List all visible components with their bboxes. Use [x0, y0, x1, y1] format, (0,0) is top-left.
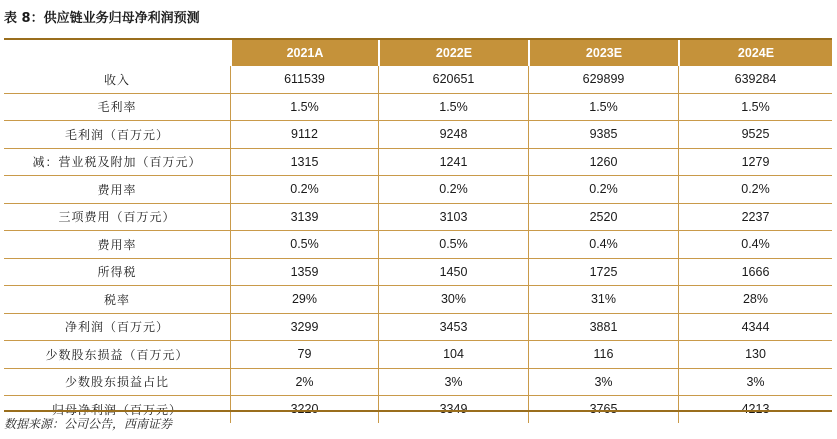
- column-header-2024e: 2024E: [678, 40, 832, 66]
- table-row: [4, 204, 832, 232]
- column-header-2022e: 2022E: [378, 40, 528, 66]
- column-header-2021a: 2021A: [230, 40, 378, 66]
- table-cell: 0.4%: [528, 231, 678, 259]
- table-cell: 1359: [230, 259, 378, 287]
- table-cell: 2%: [230, 369, 378, 397]
- table-cell: 0.4%: [678, 231, 832, 259]
- table-cell: 104: [378, 341, 528, 369]
- table-cell: 30%: [378, 286, 528, 314]
- table-row: [4, 259, 832, 287]
- table-cell: 2237: [678, 204, 832, 232]
- table-cell: 9385: [528, 121, 678, 149]
- table-row: [4, 286, 832, 314]
- row-label: 净利润（百万元）: [4, 314, 230, 342]
- table-cell: 2520: [528, 204, 678, 232]
- table-cell: 0.2%: [378, 176, 528, 204]
- table-cell: 116: [528, 341, 678, 369]
- row-label: 毛利率: [4, 94, 230, 122]
- table-cell: 29%: [230, 286, 378, 314]
- table-cell: 1.5%: [378, 94, 528, 122]
- row-label: 收入: [4, 66, 230, 94]
- table-row: [4, 66, 832, 94]
- table-cell: 1315: [230, 149, 378, 177]
- table-row: [4, 314, 832, 342]
- table-cell: 3881: [528, 314, 678, 342]
- row-label: 所得税: [4, 259, 230, 287]
- header-corner: [4, 40, 230, 66]
- row-label: 费用率: [4, 176, 230, 204]
- table-cell: 629899: [528, 66, 678, 94]
- table-cell: 0.5%: [378, 231, 528, 259]
- table-row: [4, 231, 832, 259]
- table-cell: 3%: [378, 369, 528, 397]
- source-note: 数据来源：公司公告，西南证券: [4, 417, 173, 431]
- row-label: 少数股东损益（百万元）: [4, 341, 230, 369]
- table-cell: 1279: [678, 149, 832, 177]
- table-row: [4, 94, 832, 122]
- table-cell: 1450: [378, 259, 528, 287]
- header-row: [4, 40, 832, 66]
- row-label: 税率: [4, 286, 230, 314]
- table-cell: 3%: [528, 369, 678, 397]
- profit-forecast-table: [4, 40, 832, 423]
- table-cell: 31%: [528, 286, 678, 314]
- table-cell: 639284: [678, 66, 832, 94]
- row-label: 费用率: [4, 231, 230, 259]
- table-cell: 79: [230, 341, 378, 369]
- table-cell: 1241: [378, 149, 528, 177]
- table-title: 表 8：供应链业务归母净利润预测: [4, 11, 200, 26]
- table-cell: 0.2%: [678, 176, 832, 204]
- table-cell: 0.2%: [230, 176, 378, 204]
- bottom-rule: [4, 410, 832, 412]
- row-label: 毛利润（百万元）: [4, 121, 230, 149]
- row-label: 三项费用（百万元）: [4, 204, 230, 232]
- table-cell: 28%: [678, 286, 832, 314]
- table-cell: 3453: [378, 314, 528, 342]
- table-cell: 0.2%: [528, 176, 678, 204]
- table-cell: 9112: [230, 121, 378, 149]
- row-label: 少数股东损益占比: [4, 369, 230, 397]
- table-cell: 1725: [528, 259, 678, 287]
- table-cell: 0.5%: [230, 231, 378, 259]
- table-cell: 4344: [678, 314, 832, 342]
- table-row: [4, 121, 832, 149]
- table-row: [4, 176, 832, 204]
- table-cell: 1260: [528, 149, 678, 177]
- table-row: [4, 341, 832, 369]
- table-cell: 9248: [378, 121, 528, 149]
- table-row: [4, 149, 832, 177]
- table-cell: 611539: [230, 66, 378, 94]
- table-cell: 1666: [678, 259, 832, 287]
- table-cell: 3%: [678, 369, 832, 397]
- table-cell: 9525: [678, 121, 832, 149]
- table-cell: 620651: [378, 66, 528, 94]
- table-cell: 3139: [230, 204, 378, 232]
- table-cell: 1.5%: [230, 94, 378, 122]
- table-cell: 3103: [378, 204, 528, 232]
- row-label: 减：营业税及附加（百万元）: [4, 149, 230, 177]
- table-row: [4, 369, 832, 397]
- table-cell: 3299: [230, 314, 378, 342]
- table-cell: 1.5%: [528, 94, 678, 122]
- column-header-2023e: 2023E: [528, 40, 678, 66]
- table-cell: 130: [678, 341, 832, 369]
- table-cell: 1.5%: [678, 94, 832, 122]
